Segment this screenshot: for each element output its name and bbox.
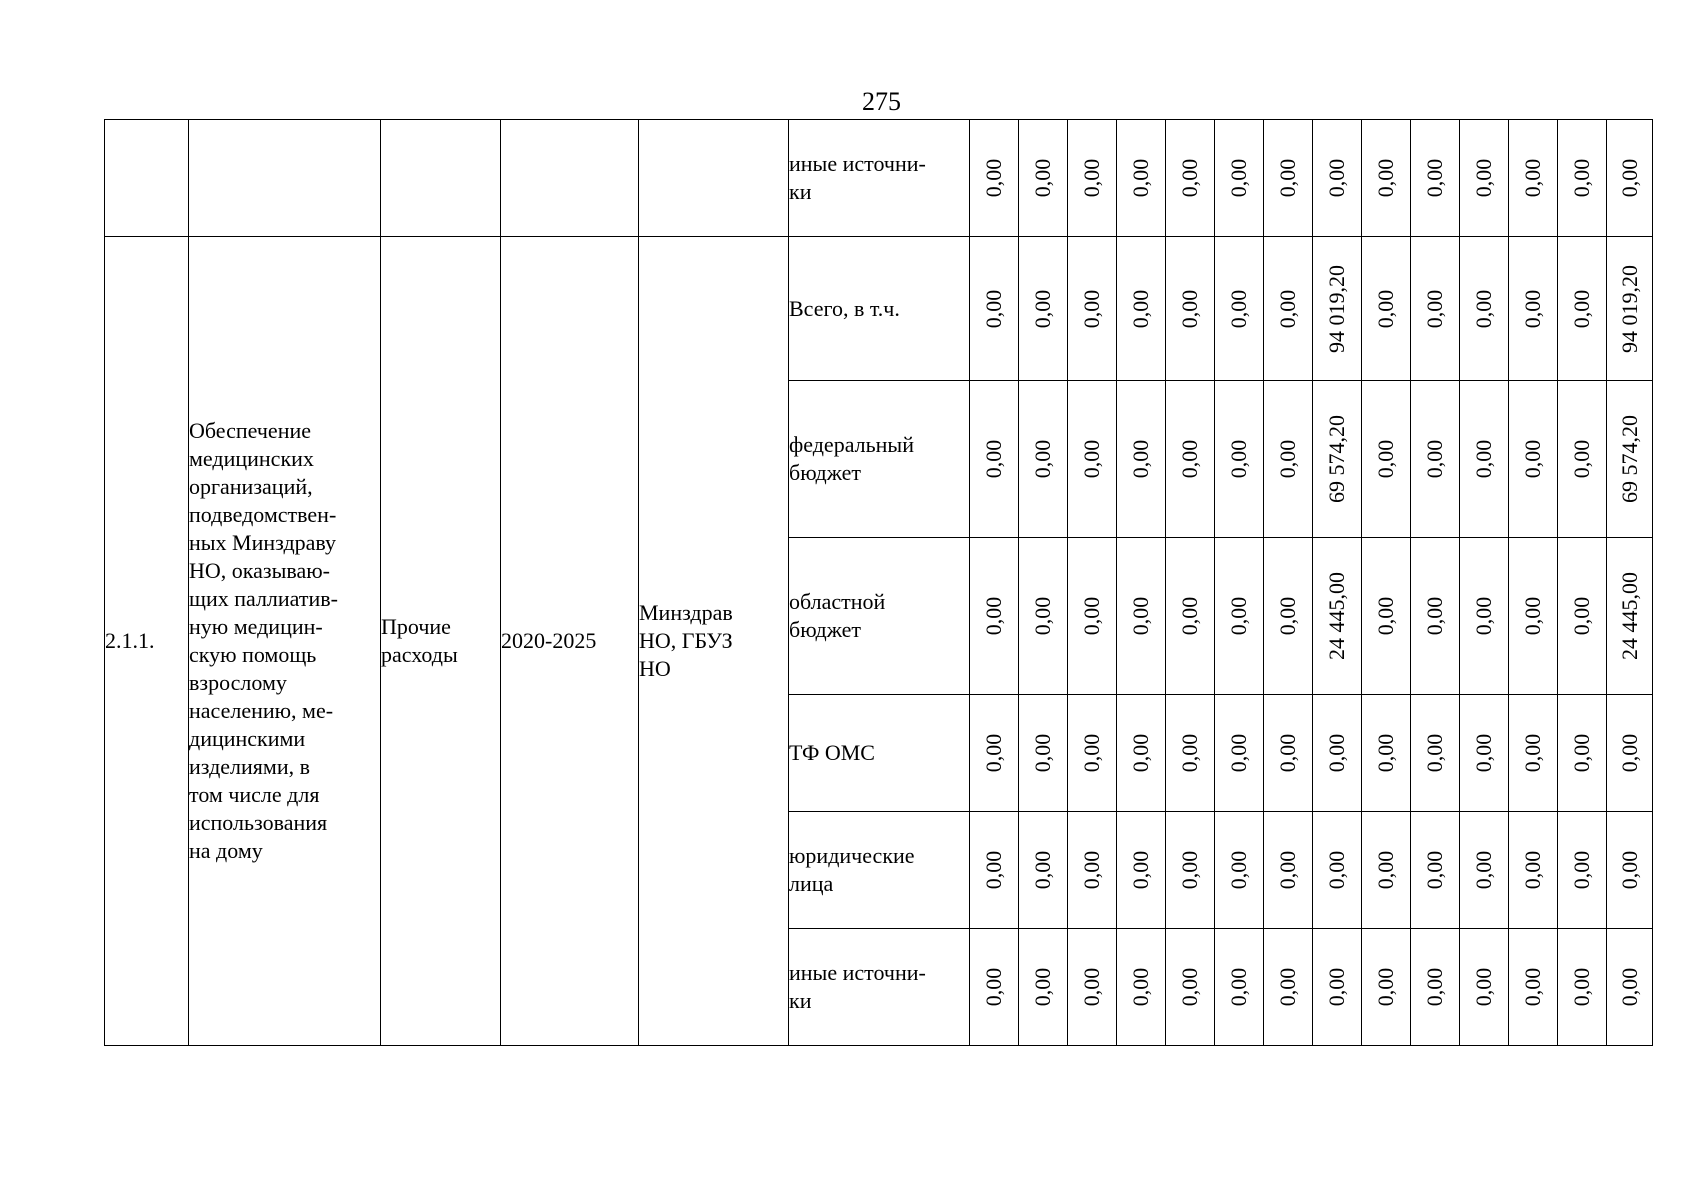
funding-source-cell <box>789 237 970 381</box>
item-description-line: ную медицин- <box>189 614 323 639</box>
amount-value: 0,00 <box>1520 850 1545 890</box>
amount-value: 0,00 <box>1128 850 1153 890</box>
amount-value: 24 445,00 <box>1324 572 1349 660</box>
amount-cell <box>1166 695 1215 812</box>
amount-value: 0,00 <box>1422 850 1447 890</box>
item-description-line: том числе для <box>189 782 320 807</box>
funding-source-cell <box>789 120 970 237</box>
amount-cell <box>1019 695 1068 812</box>
item-description-line: скую помощь <box>189 642 317 667</box>
amount-cell <box>1607 695 1653 812</box>
expense-type-line: расходы <box>381 642 458 667</box>
empty-cell <box>105 120 189 237</box>
amount-cell <box>1607 812 1653 929</box>
amount-cell <box>1362 237 1411 381</box>
amount-cell <box>970 695 1019 812</box>
amount-value: 0,00 <box>1373 967 1398 1007</box>
amount-cell <box>1607 120 1653 237</box>
amount-value: 0,00 <box>1422 733 1447 773</box>
amount-cell <box>1509 381 1558 538</box>
amount-value: 0,00 <box>1079 289 1104 328</box>
amount-value: 0,00 <box>1275 596 1300 636</box>
amount-value: 0,00 <box>1275 289 1300 328</box>
executor-line: НО, ГБУЗ <box>639 628 733 653</box>
amount-cell <box>1411 538 1460 695</box>
item-description-line: подведомствен- <box>189 502 337 527</box>
amount-value: 0,00 <box>1275 850 1300 890</box>
amount-value: 0,00 <box>1226 967 1251 1007</box>
amount-value: 0,00 <box>1177 967 1202 1007</box>
amount-cell <box>1558 812 1607 929</box>
amount-cell <box>1509 237 1558 381</box>
amount-value: 0,00 <box>1569 439 1594 479</box>
amount-value: 0,00 <box>1079 967 1104 1007</box>
amount-cell <box>1068 538 1117 695</box>
amount-value: 0,00 <box>1226 850 1251 890</box>
amount-cell <box>1313 381 1362 538</box>
amount-value: 0,00 <box>1373 596 1398 636</box>
amount-value: 0,00 <box>1177 289 1202 328</box>
amount-cell <box>1509 929 1558 1046</box>
amount-cell <box>1411 812 1460 929</box>
amount-value: 94 019,20 <box>1324 264 1349 353</box>
amount-value: 0,00 <box>1226 733 1251 773</box>
funding-source-cell <box>789 538 970 695</box>
amount-cell <box>1558 929 1607 1046</box>
amount-cell <box>1264 381 1313 538</box>
amount-cell <box>1460 812 1509 929</box>
amount-value: 0,00 <box>1177 850 1202 890</box>
amount-cell <box>1411 237 1460 381</box>
amount-value: 0,00 <box>1324 158 1349 198</box>
funding-source-line: иные источни- <box>789 960 926 985</box>
amount-value: 0,00 <box>1030 733 1055 773</box>
page-number: 275 <box>862 87 901 116</box>
amount-value: 0,00 <box>1616 733 1642 773</box>
funding-source-line: ТФ ОМС <box>789 740 875 765</box>
amount-value: 0,00 <box>1226 596 1251 636</box>
amount-value: 0,00 <box>1275 733 1300 773</box>
amount-cell <box>1166 812 1215 929</box>
amount-cell <box>1117 929 1166 1046</box>
empty-cell <box>189 120 381 237</box>
amount-value: 0,00 <box>1373 158 1398 198</box>
item-description-line: использования <box>189 810 328 835</box>
expense-type-cell <box>381 237 501 1046</box>
amount-cell <box>1166 237 1215 381</box>
amount-value: 0,00 <box>1616 850 1642 890</box>
amount-cell <box>1215 695 1264 812</box>
empty-cell <box>501 120 639 237</box>
amount-cell <box>1362 695 1411 812</box>
amount-value: 0,00 <box>1226 439 1251 479</box>
amount-cell <box>970 538 1019 695</box>
amount-value: 0,00 <box>1373 850 1398 890</box>
amount-value: 0,00 <box>981 850 1006 890</box>
amount-value: 0,00 <box>1422 439 1447 479</box>
amount-value: 0,00 <box>1422 158 1447 198</box>
amount-value: 94 019,20 <box>1616 264 1642 353</box>
amount-value: 0,00 <box>1128 289 1153 328</box>
amount-cell <box>1068 929 1117 1046</box>
funding-source-line: областной <box>789 589 886 614</box>
item-number-cell <box>105 237 189 1046</box>
amount-value: 0,00 <box>1079 439 1104 479</box>
amount-value: 0,00 <box>1520 439 1545 479</box>
amount-value: 0,00 <box>1079 596 1104 636</box>
amount-value: 0,00 <box>1226 289 1251 328</box>
amount-value: 0,00 <box>1471 967 1496 1007</box>
amount-value: 0,00 <box>1616 967 1642 1007</box>
amount-cell <box>1068 381 1117 538</box>
amount-value: 0,00 <box>1569 158 1594 198</box>
amount-cell <box>1313 929 1362 1046</box>
funding-source-line: бюджет <box>789 460 861 485</box>
funding-source-line: ки <box>789 179 812 204</box>
amount-cell <box>1509 695 1558 812</box>
amount-cell <box>1068 812 1117 929</box>
empty-cell <box>381 120 501 237</box>
amount-cell <box>1509 538 1558 695</box>
amount-value: 0,00 <box>981 158 1006 198</box>
amount-value: 0,00 <box>1471 733 1496 773</box>
item-description-line: медицинских <box>189 446 314 471</box>
amount-cell <box>1019 237 1068 381</box>
amount-cell <box>1558 120 1607 237</box>
amount-cell <box>1558 237 1607 381</box>
item-description-line: взрослому <box>189 670 287 695</box>
amount-cell <box>1460 538 1509 695</box>
amount-value: 0,00 <box>1177 596 1202 636</box>
funding-source-line: лица <box>789 871 834 896</box>
amount-cell <box>970 237 1019 381</box>
funding-source-line: Всего, в т.ч. <box>789 295 900 321</box>
amount-value: 0,00 <box>1422 289 1447 328</box>
amount-cell <box>1558 381 1607 538</box>
amount-value: 0,00 <box>1324 850 1349 890</box>
amount-cell <box>1264 695 1313 812</box>
amount-cell <box>1264 237 1313 381</box>
amount-value: 0,00 <box>1569 967 1594 1007</box>
amount-value: 0,00 <box>981 439 1006 479</box>
amount-value: 0,00 <box>1275 158 1300 198</box>
amount-value: 0,00 <box>1520 158 1545 198</box>
funding-source-cell <box>789 812 970 929</box>
amount-cell <box>1362 538 1411 695</box>
amount-value: 0,00 <box>1520 733 1545 773</box>
amount-cell <box>1460 381 1509 538</box>
amount-value: 0,00 <box>1324 967 1349 1007</box>
item-description-line: организаций, <box>189 474 313 499</box>
amount-cell <box>1313 538 1362 695</box>
amount-cell <box>1166 538 1215 695</box>
funding-source-cell <box>789 695 970 812</box>
amount-cell <box>1607 381 1653 538</box>
amount-cell <box>970 120 1019 237</box>
amount-cell <box>1509 120 1558 237</box>
item-description-line: населению, ме- <box>189 698 334 723</box>
funding-source-line: ки <box>789 988 812 1013</box>
amount-cell <box>1558 695 1607 812</box>
amount-value: 0,00 <box>1030 596 1055 636</box>
amount-value: 0,00 <box>1569 733 1594 773</box>
amount-cell <box>970 381 1019 538</box>
amount-value: 0,00 <box>1373 289 1398 328</box>
amount-cell <box>970 929 1019 1046</box>
amount-cell <box>1411 929 1460 1046</box>
amount-value: 0,00 <box>1177 733 1202 773</box>
amount-cell <box>1117 538 1166 695</box>
executor-cell <box>639 237 789 1046</box>
amount-cell <box>1019 120 1068 237</box>
amount-cell <box>1019 381 1068 538</box>
amount-value: 0,00 <box>1324 733 1349 773</box>
item-description-line: Обеспечение <box>189 418 311 443</box>
funding-source-line: юридические <box>789 843 915 868</box>
amount-value: 69 574,20 <box>1324 415 1349 503</box>
amount-value: 0,00 <box>1373 733 1398 773</box>
funding-source-cell <box>789 381 970 538</box>
amount-cell <box>1362 381 1411 538</box>
amount-value: 0,00 <box>1520 289 1545 328</box>
amount-value: 0,00 <box>1128 733 1153 773</box>
empty-cell <box>639 120 789 237</box>
amount-value: 0,00 <box>1422 967 1447 1007</box>
amount-cell <box>1362 812 1411 929</box>
amount-value: 0,00 <box>981 967 1006 1007</box>
amount-value: 0,00 <box>981 289 1006 328</box>
amount-value: 0,00 <box>1569 850 1594 890</box>
amount-cell <box>1019 538 1068 695</box>
amount-value: 0,00 <box>1128 967 1153 1007</box>
funding-source-line: бюджет <box>789 617 861 642</box>
amount-cell <box>1117 237 1166 381</box>
amount-cell <box>1117 381 1166 538</box>
amount-value: 0,00 <box>1422 596 1447 636</box>
item-description-line: дицинскими <box>189 726 306 751</box>
amount-cell <box>1313 695 1362 812</box>
period: 2020-2025 <box>501 628 597 653</box>
executor-line: НО <box>639 656 671 681</box>
funding-source-line: иные источни- <box>789 151 926 176</box>
amount-cell <box>1068 237 1117 381</box>
table-row <box>105 120 1653 237</box>
item-description-line: щих паллиатив- <box>189 586 338 611</box>
amount-cell <box>1068 120 1117 237</box>
amount-cell <box>1166 120 1215 237</box>
amount-value: 0,00 <box>1275 967 1300 1007</box>
amount-cell <box>1460 120 1509 237</box>
amount-value: 24 445,00 <box>1616 572 1642 660</box>
amount-cell <box>1558 538 1607 695</box>
amount-value: 0,00 <box>1471 439 1496 479</box>
amount-cell <box>1166 929 1215 1046</box>
amount-value: 0,00 <box>981 596 1006 636</box>
amount-value: 0,00 <box>1520 967 1545 1007</box>
funding-source-line: федеральный <box>789 432 914 457</box>
amount-value: 0,00 <box>1471 850 1496 890</box>
expense-type-line: Прочие <box>381 614 451 639</box>
amount-value: 0,00 <box>1079 158 1104 198</box>
funding-source-cell <box>789 929 970 1046</box>
table-row <box>105 237 1653 381</box>
executor-line: Минздрав <box>639 600 733 625</box>
amount-value: 0,00 <box>1030 967 1055 1007</box>
amount-cell <box>1215 381 1264 538</box>
amount-cell <box>1215 120 1264 237</box>
amount-cell <box>1460 929 1509 1046</box>
amount-cell <box>1313 237 1362 381</box>
amount-cell <box>1117 120 1166 237</box>
item-number: 2.1.1. <box>105 628 155 653</box>
amount-cell <box>1362 120 1411 237</box>
amount-cell <box>1460 237 1509 381</box>
amount-value: 0,00 <box>1128 158 1153 198</box>
amount-cell <box>1215 812 1264 929</box>
amount-value: 0,00 <box>1079 850 1104 890</box>
amount-value: 0,00 <box>1275 439 1300 479</box>
amount-cell <box>1362 929 1411 1046</box>
amount-value: 0,00 <box>1128 596 1153 636</box>
amount-value: 0,00 <box>981 733 1006 773</box>
amount-value: 69 574,20 <box>1616 415 1642 503</box>
item-description-line: на дому <box>189 838 263 863</box>
amount-cell <box>1411 120 1460 237</box>
amount-cell <box>1460 695 1509 812</box>
amount-cell <box>1264 538 1313 695</box>
amount-value: 0,00 <box>1079 733 1104 773</box>
amount-cell <box>1215 538 1264 695</box>
amount-cell <box>1264 120 1313 237</box>
amount-value: 0,00 <box>1373 439 1398 479</box>
budget-table <box>104 119 1653 1046</box>
amount-cell <box>1215 237 1264 381</box>
item-description-line: НО, оказываю- <box>189 558 330 583</box>
amount-value: 0,00 <box>1177 439 1202 479</box>
amount-value: 0,00 <box>1177 158 1202 198</box>
amount-cell <box>1166 381 1215 538</box>
amount-cell <box>1264 812 1313 929</box>
amount-cell <box>1215 929 1264 1046</box>
amount-value: 0,00 <box>1569 289 1594 328</box>
amount-value: 0,00 <box>1128 439 1153 479</box>
amount-value: 0,00 <box>1471 596 1496 636</box>
amount-cell <box>1313 120 1362 237</box>
amount-cell <box>1607 929 1653 1046</box>
amount-cell <box>1117 812 1166 929</box>
amount-cell <box>1411 695 1460 812</box>
period-cell <box>501 237 639 1046</box>
amount-value: 0,00 <box>1030 850 1055 890</box>
amount-cell <box>1607 538 1653 695</box>
amount-value: 0,00 <box>1226 158 1251 198</box>
amount-cell <box>1019 812 1068 929</box>
amount-cell <box>970 812 1019 929</box>
amount-cell <box>1264 929 1313 1046</box>
item-description-line: изделиями, в <box>189 754 310 779</box>
amount-value: 0,00 <box>1569 596 1594 636</box>
amount-cell <box>1411 381 1460 538</box>
amount-value: 0,00 <box>1030 439 1055 479</box>
amount-cell <box>1607 237 1653 381</box>
amount-value: 0,00 <box>1471 158 1496 198</box>
amount-value: 0,00 <box>1030 289 1055 328</box>
amount-cell <box>1117 695 1166 812</box>
amount-value: 0,00 <box>1471 289 1496 328</box>
amount-value: 0,00 <box>1030 158 1055 198</box>
amount-cell <box>1068 695 1117 812</box>
amount-value: 0,00 <box>1616 158 1642 198</box>
item-description-line: ных Минздраву <box>189 530 337 555</box>
item-description-cell <box>189 237 381 1046</box>
amount-cell <box>1509 812 1558 929</box>
amount-cell <box>1313 812 1362 929</box>
amount-cell <box>1019 929 1068 1046</box>
amount-value: 0,00 <box>1520 596 1545 636</box>
